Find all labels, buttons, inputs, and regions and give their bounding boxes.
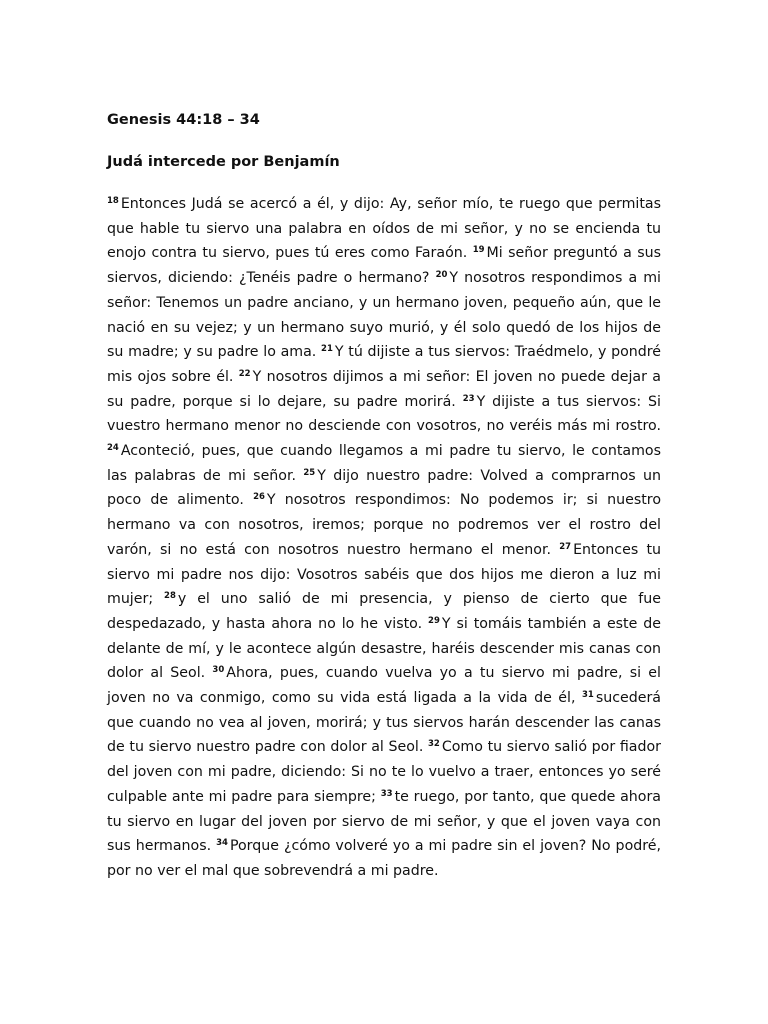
verse-text: Aconteció, pues, que cuando llegamos a mi padre tu siervo, le contamos las palabras de mi señor. <box>107 443 661 484</box>
verse-number: 29 <box>428 615 440 626</box>
verse-number: 30 <box>212 665 225 676</box>
verse-text: Y tú dijiste a tus siervos: Traédmelo, y pondré mis ojos sobre él. <box>107 344 662 385</box>
verse-text: Entonces tu siervo mi padre nos dijo: Vosotros sabéis que dos hijos me dieron a luz mi mujer; <box>107 541 661 608</box>
verse-number: 24 <box>107 443 119 454</box>
verse-text: te ruego, por tanto, que quede ahora tu siervo en lugar del joven por siervo de mi señor, y que el joven vaya con sus hermanos. <box>107 788 661 855</box>
verse-number: 32 <box>428 739 440 750</box>
verse-text: Porque ¿cómo volveré yo a mi padre sin el joven? No podré, por no ver el mal que sobrevendrá a mi padre. <box>107 838 662 879</box>
document-page <box>107 108 661 884</box>
verse-number: 20 <box>435 270 448 281</box>
verse-number: 27 <box>559 541 572 552</box>
verse-number: 23 <box>462 393 475 404</box>
verse-text: Ahora, pues, cuando vuelva yo a tu siervo mi padre, si el joven no va conmigo, como su vida está ligada a la vida de él, <box>107 665 661 707</box>
section-heading: Judá intercede por Benjamín <box>107 154 340 170</box>
verse-text: Y nosotros respondimos: No podemos ir; si nuestro hermano va con nosotros, iremos; porque no podremos ver el rostro del varón, si no está con nosotros nuestro hermano el menor. <box>107 492 661 558</box>
verse-text: Y nosotros respondimos a mi señor: Tenemos un padre anciano, y un hermano joven, pequeño aún, que le nació en su vejez; y un hermano suyo murió, y él solo quedó de los hijos de su madre; y su padre lo ama. <box>107 270 661 361</box>
passage-body <box>107 192 661 884</box>
verse-text: sucederá que cuando no vea al joven, morirá; y tus siervos harán descender las canas de tu siervo nuestro padre con dolor al Seol. <box>107 690 661 756</box>
verse-number: 19 <box>472 245 485 256</box>
verse-number: 18 <box>107 196 119 206</box>
verse-text: Y dijiste a tus siervos: Si vuestro hermano menor no desciende con vosotros, no veréis más mi rostro. <box>107 393 661 435</box>
verse-number: 25 <box>303 467 316 478</box>
verse-number: 34 <box>216 838 228 849</box>
verse-text: Como tu siervo salió por fiador del joven con mi padre, diciendo: Si no te lo vuelvo a traer, entonces yo seré culpable ante mi padre para siempre; <box>107 739 661 805</box>
verse-number: 31 <box>581 690 594 701</box>
verse-text: Y si tomáis también a este de delante de mí, y le acontece algún desastre, haréis descender mis canas con dolor al Seol. <box>107 615 661 682</box>
verse-text: y el uno salió de mi presencia, y pienso de cierto que fue despedazado, y hasta ahora no lo he visto. <box>107 591 662 632</box>
verse-text: Entonces Judá se acercó a él, y dijo: Ay, señor mío, te ruego que permitas que hable tu siervo una palabra en oídos de mi señor, y no se encienda tu enojo contra tu siervo, pues tú eres como Faraón. <box>107 196 661 262</box>
verse-number: 28 <box>164 591 176 602</box>
verse-number: 33 <box>380 788 393 799</box>
verse-text: Y nosotros dijimos a mi señor: El joven no puede dejar a su padre, porque si lo dejare, su padre morirá. <box>107 368 661 410</box>
verse-text: Mi señor preguntó a sus siervos, diciendo: ¿Tenéis padre o hermano? <box>107 245 661 287</box>
passage-reference: Genesis 44:18 – 34 <box>107 112 260 128</box>
verse-number: 22 <box>238 368 251 379</box>
verse-number: 21 <box>321 344 333 355</box>
verse-text: Y dijo nuestro padre: Volved a comprarnos un poco de alimento. <box>107 467 661 509</box>
verse-number: 26 <box>253 492 265 503</box>
